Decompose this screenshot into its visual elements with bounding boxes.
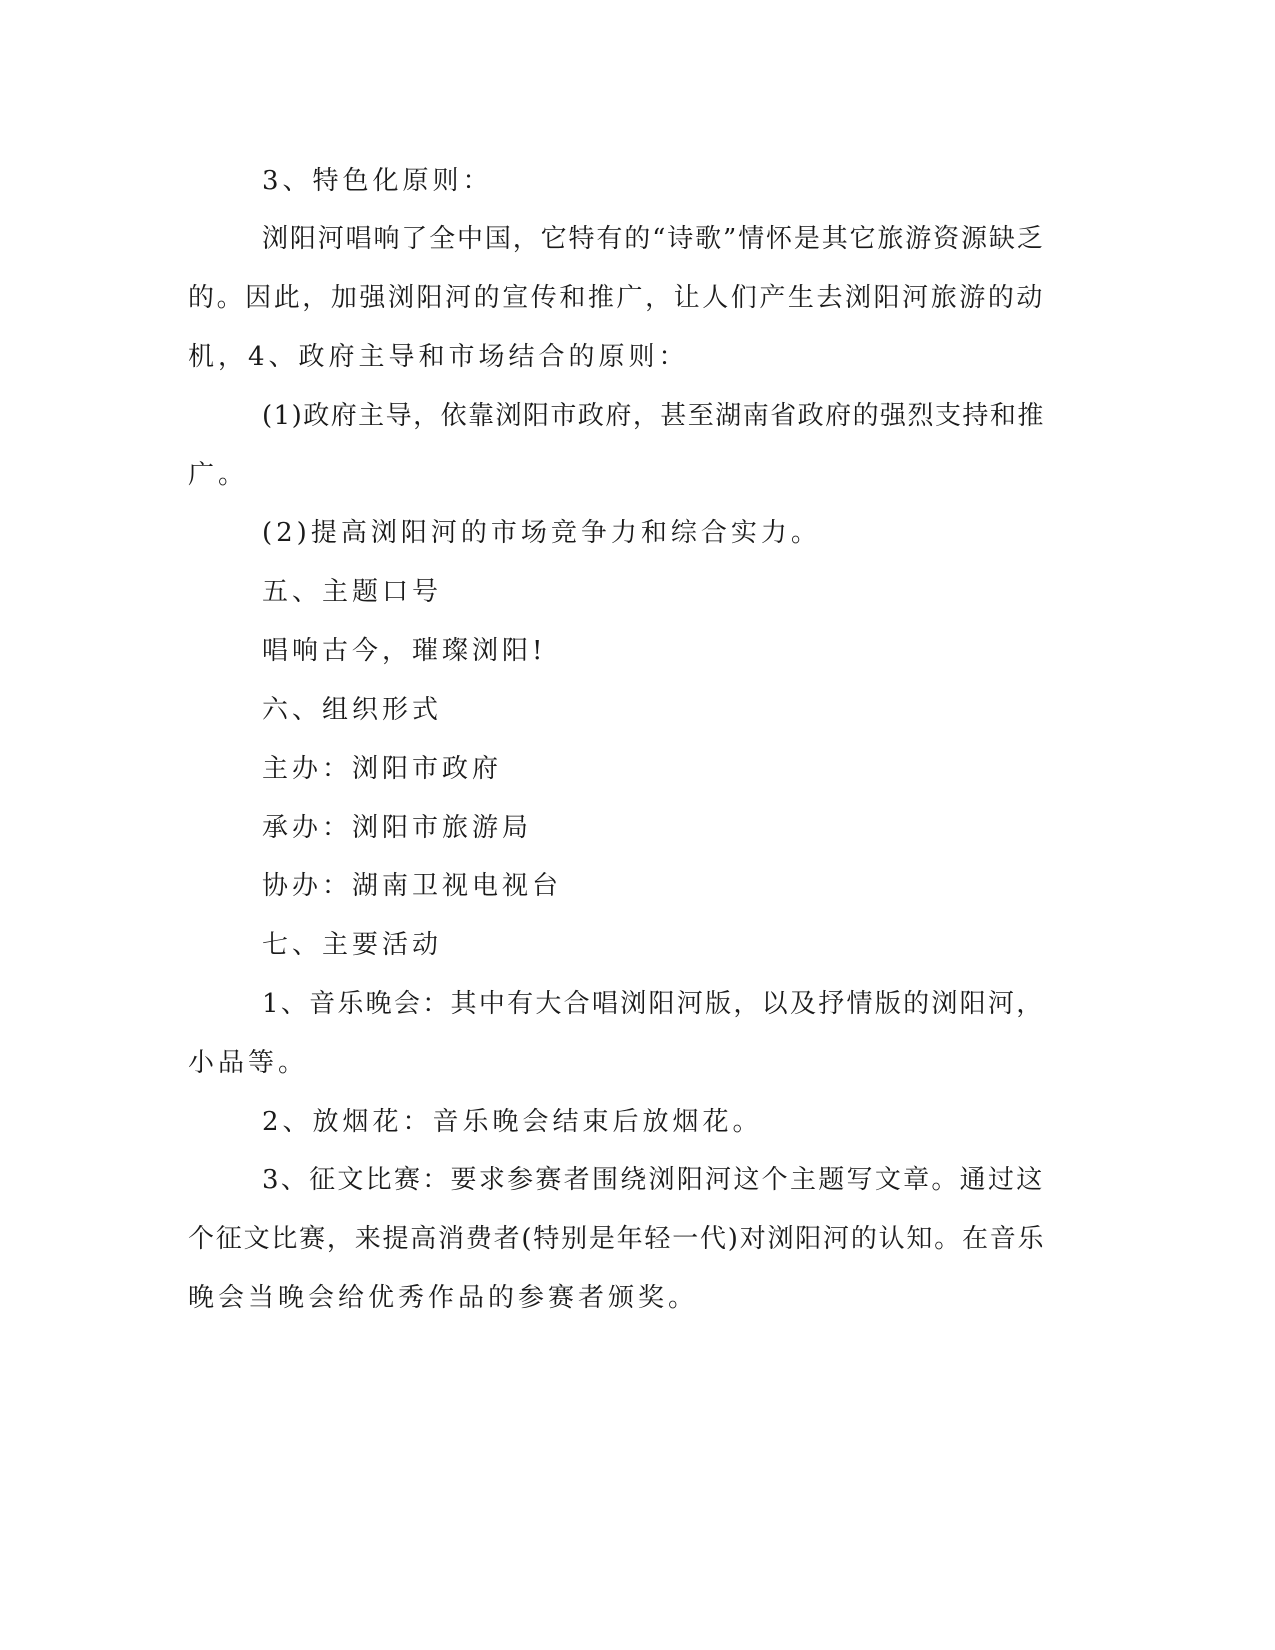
paragraph-line: 浏阳河唱响了全中国，它特有的“诗歌”情怀是其它旅游资源缺乏 (262, 224, 1045, 254)
paragraph-line: (1)政府主导，依靠浏阳市政府，甚至湖南省政府的强烈支持和推 (262, 401, 1045, 431)
paragraph-line: 小品等。 (188, 1048, 309, 1078)
slogan-text: 唱响古今，璀璨浏阳! (262, 636, 547, 666)
paragraph-line: 广。 (188, 460, 249, 490)
paragraph-line: 个征文比赛，来提高消费者(特别是年轻一代)对浏阳河的认知。在音乐 (188, 1224, 1046, 1254)
paragraph-line: 机，4、政府主导和市场结合的原则： (188, 342, 689, 372)
paragraph-line: 1、音乐晚会：其中有大合唱浏阳河版，以及抒情版的浏阳河， (262, 989, 1045, 1019)
paragraph-line: 3、征文比赛：要求参赛者围绕浏阳河这个主题写文章。通过这 (262, 1165, 1045, 1195)
section-heading-organization: 六、组织形式 (262, 695, 443, 725)
paragraph-line: 2、放烟花：音乐晚会结束后放烟花。 (262, 1107, 763, 1137)
paragraph-line: (2)提高浏阳河的市场竞争力和综合实力。 (262, 518, 821, 548)
paragraph-line: 晚会当晚会给优秀作品的参赛者颁奖。 (188, 1283, 699, 1313)
organizer-assistant: 协办：湖南卫视电视台 (262, 871, 563, 901)
organizer-undertaker: 承办：浏阳市旅游局 (262, 813, 533, 843)
section-heading-slogan: 五、主题口号 (262, 577, 443, 607)
paragraph-line: 的。因此，加强浏阳河的宣传和推广，让人们产生去浏阳河旅游的动 (188, 283, 1046, 313)
organizer-host: 主办：浏阳市政府 (262, 754, 503, 784)
section-heading-activities: 七、主要活动 (262, 930, 443, 960)
principle-3-heading: 3、特色化原则： (262, 166, 493, 196)
